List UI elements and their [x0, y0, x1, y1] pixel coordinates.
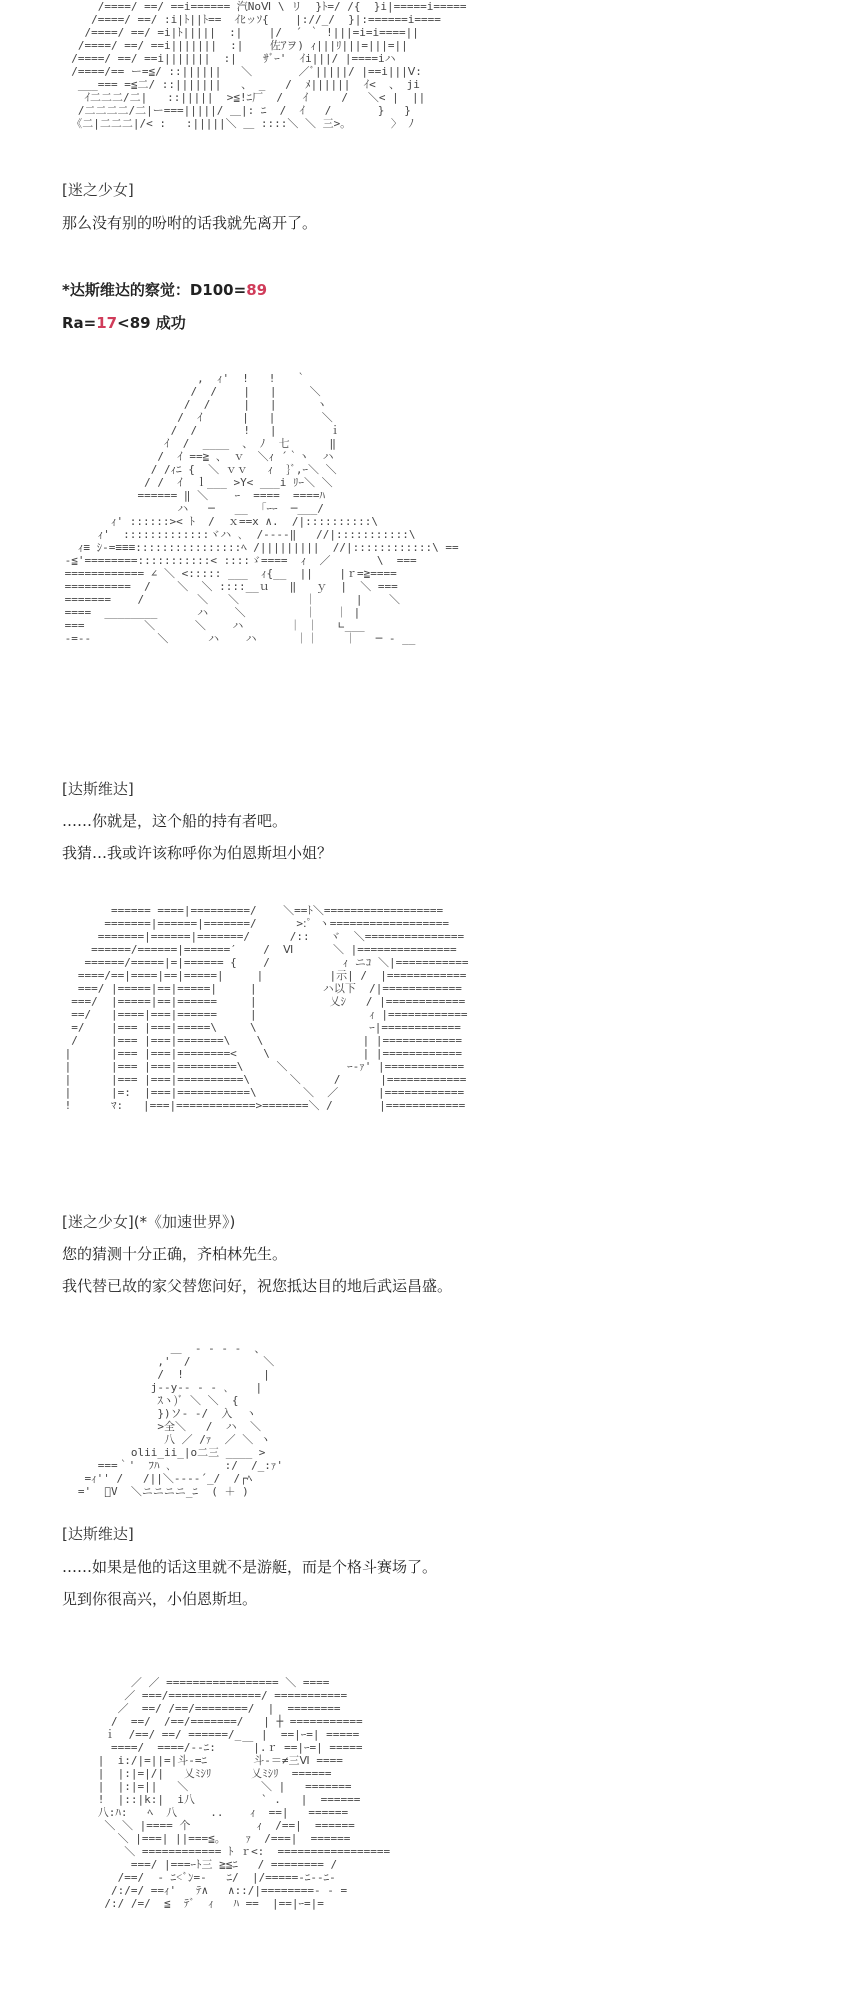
- compare-prefix: Ra=: [62, 314, 97, 332]
- dialogue-line: 我代替已故的家父替您问好，祝您抵达目的地后武运昌盛。: [62, 1277, 453, 1295]
- compare-value: 17: [96, 314, 118, 332]
- speaker-label: [迷之少女](*《加速世界》): [62, 1213, 236, 1231]
- check-value: 89: [246, 281, 268, 299]
- speaker-label: [达斯维达]: [62, 1525, 134, 1543]
- dialogue-line: 那么没有别的吩咐的话我就先离开了。: [62, 214, 318, 232]
- check-name: *达斯维达的察觉：D100=: [62, 281, 247, 299]
- ascii-art-mysterious-girl-1: /====/ ==/ ==i====== 汽NoⅥ \ リ }ﾄ=/ /{ }i|=====i===== /====/ ==/ :i|ﾄ||ﾄ== ｲﾋッｿ{ |://_/ }|:======i==== /====/ ==/ =i|ﾄ||||| :| |/ ´ ｀ !|||=i=i====|| /====/ ==/ ==i||||||| :| 佐ｱヲ) ｨ|||ﾘ|||=|||=|| /====/ ==/ ==i||||||| :| ｻﾞｰ' ｲi|||/ |====iハ /====/== ー=≦/ ::|||||| ＼ ／ﾞ|||||/ |==i|||Ⅴ: ___=== =≦二/ ::||||||| 、 _ / ﾒ|||||| ｲ< 、 ji ｲ二二二/二| ::||||| >≦!ﾆ厂 / ｲ / ＼< | || /二二二二/二|ー===|||||/ ＿|: ﾆ / ｲ / } } 《二|二二二|/< : :|||||＼ ＿ ::::＼ ＼ 三>。 〉 ﾉ: [71, 0, 467, 130]
- dialogue-line: 见到你很高兴，小伯恩斯坦。: [62, 1590, 258, 1608]
- speaker-label: [达斯维达]: [62, 780, 134, 798]
- ascii-art-darth-vader-1: , ｨ' ! ! ｀ / / | | ＼ / / | | ヽ / ｲ | | ＼ / / ! | ｉ ｲ / ____ 、 ﾉ 七 ‖ / ｲ ==≧ 、 ｖ ＼ｨ ´｀ヽ ハ / /ｨﾆ { ＼ ｖｖ ｨ }ﾞ,ｰ＼ ＼ / / ｲ ｌ___ >Y< ___i ﾘｰ＼ ＼ ====== ‖ ＼ ｰ ==== ====ﾊ ハ ─ __ ｢ｰｰ ─___/ ｨ' ::::::>< ﾄ / ｘ==x ∧. /|::::::::::\ ｨ' :::::::::::::ヾハ ､ /----‖ //|:::::::::::\ ｨ≡ ｼ-=≡≡≡::::::::::::::::ﾍ /||||||||| //|::::::::::::\ == -≦'========:::::::::::< ::::ゞ==== ｨ ／ \ === ============ ∠ ＼ <::::: ___ ｨ{__ || |ｒ=≧==== ========== / ＼ ＼ ::::__ｕ ‖ ｙ | ＼ === ======= / ＼ ＼ ｜ | ＼ ==== ________ ハ ＼ ｜ ｜ | === ＼ ＼ ハ ｜ ｜ ∟___ -=-- ＼ ハ ハ ｜｜ ｜ ─ ‐ __: [64, 372, 459, 645]
- compare-result: <89 成功: [117, 314, 186, 332]
- ascii-art-mysterious-girl-2: ====== ====|=========/ ＼==ﾄ＼================== =======|======|=======/ >:ﾟ ヽ================== =======|======|=======/ /:: ヾ ＼=============== ======/======|=======′ / Ⅵ ＼ |=============== ======/=====|=|====== { / ｨ ニｺ ＼|=========== ====/==|====|==|=====| | |示| / |============ ===/ |=====|==|=====| | ハ以下 /|============ ===/ |=====|==|====== | 乂ｼ / |============ ==/ |====|===|====== | ｨ |============ =/ |=== |===|=====\ \ ｰ|============ / |=== |===|=======\ \ | |============ | |=== |===|========< \ | |============ | |=== |===|=========\ ＼ ｰ-ｧ' |============ | |=== |===|==========\ ＼ / |============ | |=: |===|===========\ ＼ ／ |============ ! ﾏ: |===|============>=======＼ / |============: [64, 904, 469, 1112]
- dialogue-line: 我猜…我或许该称呼你为伯恩斯坦小姐？: [62, 844, 333, 862]
- dice-roll-line: [62, 280, 267, 300]
- dialogue-line: ……你就是，这个船的持有者吧。: [62, 812, 288, 830]
- dialogue-line: ……如果是他的话这里就不是游艇，而是个格斗赛场了。: [62, 1558, 438, 1576]
- ascii-art-mysterious-girl-3: ／ ／ ================= ＼ ==== ／ ===/==============/ =========== ／ ==/ /==/========/ | ======== / ==/ /==/=======/ | ┼ =========== ｉ /==/ ==/ ======/_ | ==|ｰ=| ===== ====/ ====/‐‐ﾆ: ￣|.ｒ ==|ｰ=| ===== | i:/|=||=|斗‐=ﾆ 斗‐＝≠三Ⅵ ==== | |:|=|/| 乂ﾐｼﾘ 乂ﾐｼﾘ ====== | |:|=|| ＼ ＼ | ======= ! |::|k:| i八 ` . | ====== 八:ﾊ: ﾍ 八 .. ｨ ==| ====== ＼ ＼ |==== 个 ｨ /==| ====== ＼ |===| ||===≦。 ｧ /===| ====== ＼ ============ ﾄ ｒ<: ================= ===/ |===ｰﾄ三 ≧≦ﾆ / ======== / /==/ ‐ ﾆ<ﾞﾝ=- ﾆ/ |/=====‐ﾆ-‐ﾆ‐ /:/=/ ==ｨ' ﾃ∧ ∧::/|========‐ ‐ = /:/ /=/ ≦ ﾃﾞ ｨ ﾊ == |==|ｰ=|=: [97, 1676, 391, 1910]
- dialogue-line: 您的猜测十分正确，齐柏林先生。: [62, 1245, 288, 1263]
- speaker-label: [迷之少女]: [62, 181, 134, 199]
- ascii-art-darth-vader-2: ＿ ‐ ‐ ‐ ‐ 、 ,' / ＼ / ! | j--y-- ‐ - ､ | ｽヽ)ﾞ ＼ ＼ { })ソ‐ ‐/ 入 ヽ >全＼ / ハ ＼ 八 ／ /ｧ ／ ＼ ヽ olii_ii_|o二三 ____ > ===｀' ﾌﾊ ､ :/ /_:ｧ' =ｨ'' / /||＼----´_/ /┌ﾍ =' ﾞV ＼ニニニニ_ﾆ ( ＋ ): [77, 1342, 284, 1498]
- dice-compare-line: [62, 313, 186, 333]
